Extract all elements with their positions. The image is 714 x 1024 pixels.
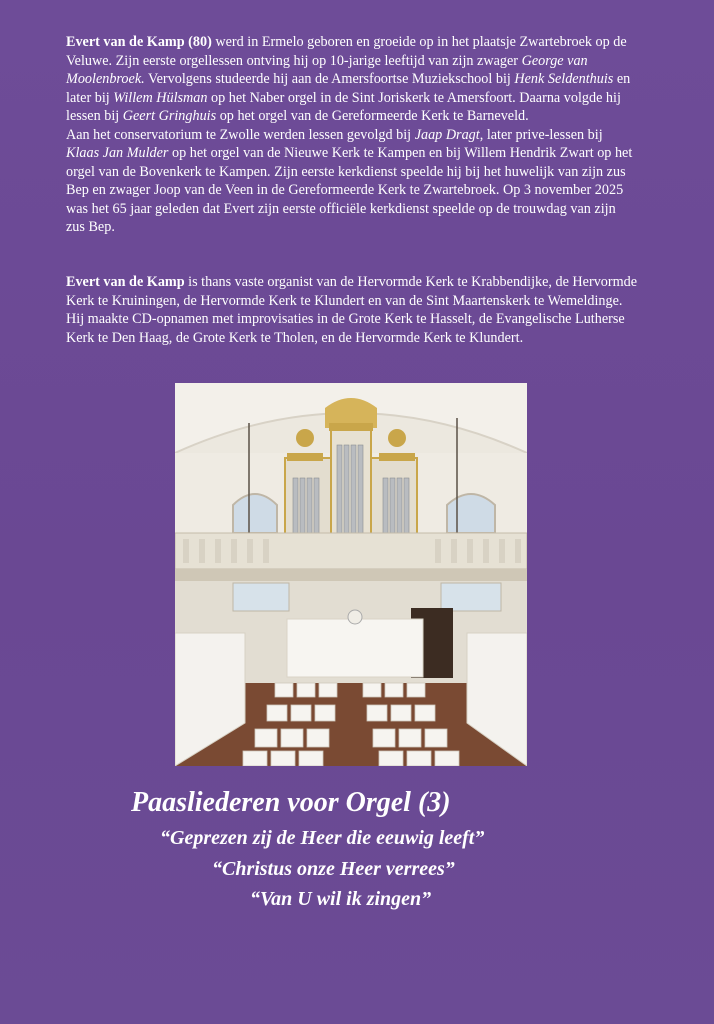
song-title-1: “Geprezen zij de Heer die eeuwig leeft”	[160, 827, 485, 849]
bio-text: werd in Ermelo geboren en groeide op in het plaatsje Zwartebroek op de Veluwe. Zijn eerste orgellessen ontving hij op 10-jarige leeftijd van zijn zwager	[66, 34, 627, 69]
teacher-name: Henk Seldenthuis	[514, 71, 614, 87]
song-title-2: “Christus onze Heer verrees”	[212, 858, 455, 880]
organist-name: Evert van de Kamp	[66, 274, 185, 290]
bio-text: Aan het conservatorium te Zwolle werden lessen gevolgd bij	[66, 126, 415, 143]
bio-text: op het orgel van de Nieuwe Kerk te Kampen en bij Willem Hendrik Zwart op het orgel van de Bovenkerk te Kampen. Zijn eerste kerkdienst speelde hij bij het huwelijk van zijn zus Bep en zwager Joop van de Veen in de Gereformeerde Kerk te Zwartebroek. Op 3 november 2025 was het 65 jaar geleden dat Evert zijn eerste officiële kerkdienst speelde op de trouwdag van zijn zus Bep.	[66, 145, 633, 235]
teacher-name: Klaas Jan Mulder	[66, 145, 169, 161]
teacher-name: George van Moolenbroek.	[66, 52, 588, 87]
song-title-3: “Van U wil ik zingen”	[250, 888, 432, 910]
bio-text: Vervolgens studeerde hij aan de Amersfoortse Muziekschool bij	[144, 71, 515, 87]
teacher-name: Willem Hülsman	[113, 89, 208, 106]
organist-name: Evert van de Kamp (80)	[66, 34, 212, 50]
bio-text: op het Naber orgel in de Sint Joriskerk te Amersfoort. Daarna volgde hij lessen bij	[66, 89, 621, 124]
teacher-name: Geert Gringhuis	[122, 108, 217, 124]
teacher-name: Jaap Dragt	[414, 126, 480, 143]
biography-paragraph-1	[66, 33, 638, 237]
bio-text: op het orgel van de Gereformeerde Kerk te Barneveld.	[216, 108, 529, 124]
album-title: Paasliederen voor Orgel (3)	[131, 787, 451, 818]
bio-text: , later prive-lessen bij	[479, 126, 603, 143]
bio-text: en later bij	[66, 71, 631, 106]
biography-paragraph-2	[66, 273, 638, 347]
church-organ-photo	[175, 383, 527, 766]
organ-illustration	[175, 383, 527, 766]
bio-text: is thans vaste organist van de Hervormde Kerk te Krabbendijke, de Hervormde Kerk te Kruiningen, de Hervormde Kerk te Klundert en van de Sint Maartenskerk te Wemeldinge. Hij maakte CD-opnamen met improvisaties in de Grote Kerk te Hasselt, de Evangelische Lutherse Kerk te Den Haag, de Grote Kerk te Tholen, en de Hervormde Kerk te Klundert.	[66, 274, 638, 346]
